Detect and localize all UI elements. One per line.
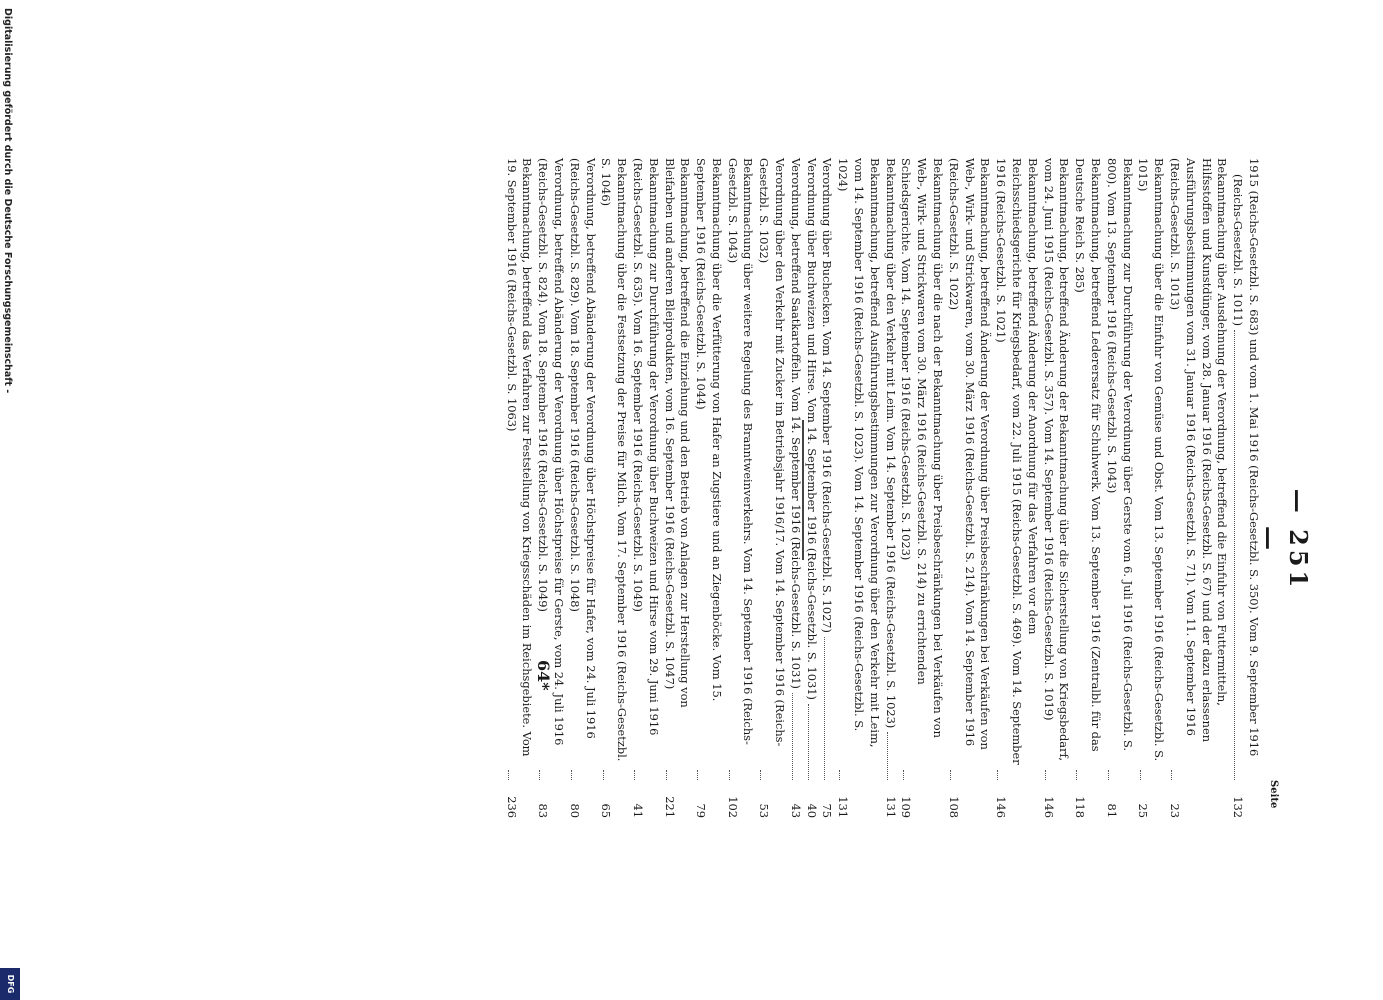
entry-page-number: 23	[1168, 803, 1183, 818]
entry-title: Verordnung über den Verkehr mit Zucker im Betriebsjahr 1916/17. Vom 14. September 1916 (Reichs-Gesetzbl. S. 1032)	[757, 158, 788, 747]
leader-dots	[950, 770, 951, 780]
index-entries	[503, 158, 1261, 818]
index-entry	[503, 158, 535, 818]
leader-dots	[903, 770, 904, 780]
entry-page-number: 132	[1231, 796, 1246, 818]
leader-dots	[1234, 330, 1235, 780]
entry-title: Bekanntmachung, betreffend Änderung der Bekanntmachung über die Sicherstellung von Kriegsbedarf, vom 24. Juni 1915 (Reichs-Gesetzbl. S. 357). Vom 14. September 1916 (Reichs-Gesetzbl. S. 1019)	[1041, 158, 1072, 761]
entry-page-number: 83	[536, 803, 551, 818]
entry-page-number: 75	[820, 803, 835, 818]
index-entry-row	[629, 158, 661, 818]
index-entry	[787, 158, 803, 818]
index-entry-row	[1166, 158, 1229, 818]
entry-page-number: 118	[1073, 796, 1088, 818]
index-entry	[1103, 158, 1135, 818]
entry-first-line	[1245, 158, 1261, 818]
index-entry-row	[503, 158, 535, 818]
leader-dots	[887, 732, 888, 780]
entry-title: Bekanntmachung über weitere Regelung des Branntweinverkehrs. Vom 14. September 1916 (Reichs-Gesetzbl. S. 1043)	[725, 158, 756, 745]
entry-page-number: 80	[567, 803, 582, 818]
index-entry	[566, 158, 598, 818]
index-entry	[1135, 158, 1167, 818]
index-entry-row	[882, 158, 898, 818]
entry-title: Bekanntmachung über die Verfütterung von Hafer an Zugstiere und an Ziegenböcke. Vom 15. September 1916 (Reichs-Gesetzbl. S. 1044)	[694, 158, 724, 702]
leader-dots	[697, 770, 698, 780]
entry-title: Bekanntmachung über die nach der Bekanntmachung über Preisbeschränkungen bei Verkäufen von Web-, Wirk- und Strickwaren vom 30. März 1916 (Reichs-Gesetzbl. S. 214) zu errichtenden Schiedsgerichte. Vom 14. September 1916 (Reichs-Gesetzbl. S. 1023)	[899, 158, 946, 738]
entry-page-number: 79	[694, 803, 709, 818]
index-entry-row	[787, 158, 803, 818]
index-entry	[945, 158, 992, 818]
index-entry	[992, 158, 1039, 818]
index-entry-row	[756, 158, 788, 818]
index-entry-row	[1103, 158, 1135, 818]
entry-page-number: 43	[788, 803, 803, 818]
entry-page-number: 41	[630, 803, 645, 818]
entry-page-number: 53	[757, 803, 772, 818]
entry-page-number: 81	[1104, 803, 1119, 818]
index-entry-row	[1229, 158, 1245, 818]
entry-title: Verordnung über Buchecken. Vom 14. September 1916 (Reichs-Gesetzbl. S. 1027)	[820, 158, 835, 634]
page-mark: 64*	[534, 660, 553, 691]
leader-dots	[761, 770, 762, 780]
index-entry	[661, 158, 693, 818]
entry-title: 1915 (Reichs-Gesetzbl. S. 683) und vom 1. Mai 1916 (Reichs-Gesetzbl. S. 350). Vom 9. September 1916	[1247, 158, 1261, 757]
entry-title: Bekanntmachung über die Festsetzung der Preise für Milch. Vom 17. September 1916 (Reichs-Gesetzbl. S. 1046)	[599, 158, 630, 762]
index-entry	[598, 158, 630, 818]
leader-dots	[666, 770, 667, 780]
entry-title: Bekanntmachung über die Einfuhr von Gemüse und Obst. Vom 13. September 1916 (Reichs-Gesetzbl. S. 1015)	[1136, 158, 1167, 762]
index-entry	[1071, 158, 1103, 818]
index-entry-row	[1071, 158, 1103, 818]
entry-page-number: 102	[725, 796, 740, 818]
index-entry	[1166, 158, 1229, 818]
entry-title: Bekanntmachung, betreffend das Verfahren zur Feststellung von Kriegsschäden im Reichsgebiete. Vom 19. September 1916 (Reichs-Gesetzbl. S. 1063)	[504, 158, 535, 757]
leader-dots	[808, 704, 809, 780]
index-entry-row	[1135, 158, 1167, 818]
entry-title: Verordnung, betreffend Saatkartoffeln. Vom 14. September 1916 (Reichs-Gesetzbl. S. 1031)	[788, 158, 803, 689]
leader-dots	[1108, 770, 1109, 780]
leader-dots	[997, 770, 998, 780]
leader-dots	[603, 770, 604, 780]
entry-title: Bekanntmachung, betreffend die Einziehung und den Betrieb von Anlagen zur Herstellung von Bleifarben und anderen Bleiprodukten, vom 16. September 1916 (Reichs-Gesetzbl. S. 1047)	[662, 158, 693, 708]
index-entry	[692, 158, 724, 818]
index-entry-row	[803, 158, 819, 818]
index-entry-row	[598, 158, 630, 818]
leader-dots	[634, 770, 635, 780]
leader-dots	[571, 770, 572, 780]
leader-dots	[1076, 770, 1077, 780]
entry-title: Bekanntmachung über den Verkehr mit Leim. Vom 14. September 1916 (Reichs-Gesetzbl. S. 1023)	[883, 158, 898, 729]
entry-page-number: 40	[804, 803, 819, 818]
index-entry	[1040, 158, 1072, 818]
digitization-credit: Digitalisierung gefördert durch die Deutsche Forschungsgemeinschaft -	[2, 8, 13, 394]
index-entry	[534, 158, 566, 818]
entry-title: Bekanntmachung zur Durchführung der Verordnung über Gerste vom 6. Juli 1916 (Reichs-Gesetzbl. S. 800). Vom 13. September 1916 (Reichs-Gesetzbl. S. 1043)	[1104, 158, 1135, 752]
index-entry	[882, 158, 898, 818]
leader-dots	[508, 770, 509, 780]
entry-page-number: 108	[946, 796, 961, 818]
entry-title: Bekanntmachung, betreffend Lederersatz für Schuhwerk. Vom 13. September 1916 (Zentralbl. für das Deutsche Reich S. 285)	[1073, 158, 1104, 752]
index-entry	[724, 158, 756, 818]
entry-title: Bekanntmachung, betreffend Änderung der Anordnung für das Verfahren vor dem Reichsschiedsgerichte für Kriegsbedarf, vom 22. Juli 1915 (Reichs-Gesetzbl. S. 469). Vom 14. September 1916 (Reichs-Gesetzbl. S. 1021)	[994, 158, 1040, 765]
dfg-logo: DFG	[0, 968, 20, 1000]
index-entry	[1229, 158, 1261, 818]
page-number: — 251 —	[1255, 488, 1313, 592]
index-entry-row	[724, 158, 756, 818]
column-header-seite: Seite	[1268, 780, 1279, 809]
leader-dots	[539, 770, 540, 780]
leader-dots	[729, 770, 730, 780]
index-entry-row	[898, 158, 945, 818]
entry-title: Bekanntmachung über Ausdehnung der Verordnung, betreffend die Einfuhr von Futtermitteln, Hilfsstoffen und Kunstdünger, vom 28. Januar 1916 (Reichs-Gesetzbl. S. 67) und der dazu erlassenen Ausführungsbestimmungen vom 31. Januar 1916 (Reichs-Gesetzbl. S. 71). Vom 11. September 1916 (Reichs-Gesetzbl. S. 1013)	[1168, 158, 1230, 743]
entry-continuation: (Reichs-Gesetzbl. S. 1011)	[1231, 174, 1246, 327]
index-entry-row	[945, 158, 992, 818]
index-entry	[803, 158, 819, 818]
entry-title: Bekanntmachung, betreffend Änderung der Verordnung über Preisbeschränkungen bei Verkäufen von Web-, Wirk- und Strickwaren, vom 30. März 1916 (Reichs-Gesetzbl. S. 214). Vom 14. September 1916 (Reichs-Gesetzbl. S. 1022)	[946, 158, 993, 750]
leader-dots	[1140, 770, 1141, 780]
entry-page-number: 65	[599, 803, 614, 818]
entry-page-number: 109	[899, 796, 914, 818]
index-entry-row	[992, 158, 1039, 818]
entry-page-number: 221	[662, 796, 677, 818]
index-entry-row	[834, 158, 881, 818]
index-entry-row	[661, 158, 693, 818]
index-entry	[629, 158, 661, 818]
index-entry	[756, 158, 788, 818]
leader-dots	[839, 770, 840, 780]
divider-rule	[802, 420, 804, 560]
entry-page-number: 131	[836, 796, 851, 818]
entry-page-number: 146	[1041, 796, 1056, 818]
index-entry-row	[1040, 158, 1072, 818]
leader-dots	[1045, 770, 1046, 780]
leader-dots	[1171, 770, 1172, 780]
index-entry	[834, 158, 881, 818]
index-entry-row	[819, 158, 835, 818]
index-entry	[898, 158, 945, 818]
leader-dots	[792, 693, 793, 780]
index-entry-row	[534, 158, 566, 818]
entry-title: Verordnung, betreffend Abänderung der Verordnung über Höchstpreise für Hafer, vom 24. Juli 1916 (Reichs-Gesetzbl. S. 829). Vom 18. September 1916 (Reichs-Gesetzbl. S. 1048)	[567, 158, 598, 739]
entry-title: Bekanntmachung zur Durchführung der Verordnung über Buchweizen und Hirse vom 29. Juni 1916 (Reichs-Gesetzbl. S. 635). Vom 16. September 1916 (Reichs-Gesetzbl. S. 1049)	[630, 158, 661, 736]
entry-title: Verordnung, betreffend Abänderung der Verordnung über Höchstpreise für Gerste, vom 24. Juli 1916 (Reichs-Gesetzbl. S. 824). Vom 18. September 1916 (Reichs-Gesetzbl. S. 1049)	[536, 158, 566, 746]
entry-page-number: 25	[1136, 803, 1151, 818]
entry-page-number: 146	[994, 796, 1009, 818]
index-entry-row	[692, 158, 724, 818]
entry-page-number: 131	[883, 796, 898, 818]
index-entry	[819, 158, 835, 818]
leader-dots	[824, 637, 825, 780]
entry-title: Verordnung über Buchweizen und Hirse. Vom 14. September 1916 (Reichs-Gesetzbl. S. 1031)	[804, 158, 819, 700]
entry-page-number: 236	[504, 796, 519, 818]
index-entry-row	[566, 158, 598, 818]
entry-title: Bekanntmachung, betreffend Ausführungsbestimmungen zur Verordnung über den Verkehr mit Leim, vom 14. September 1916 (Reichs-Gesetzbl. S. 1023). Vom 14. September 1916 (Reichs-Gesetzbl. S. 1024)	[836, 158, 882, 748]
